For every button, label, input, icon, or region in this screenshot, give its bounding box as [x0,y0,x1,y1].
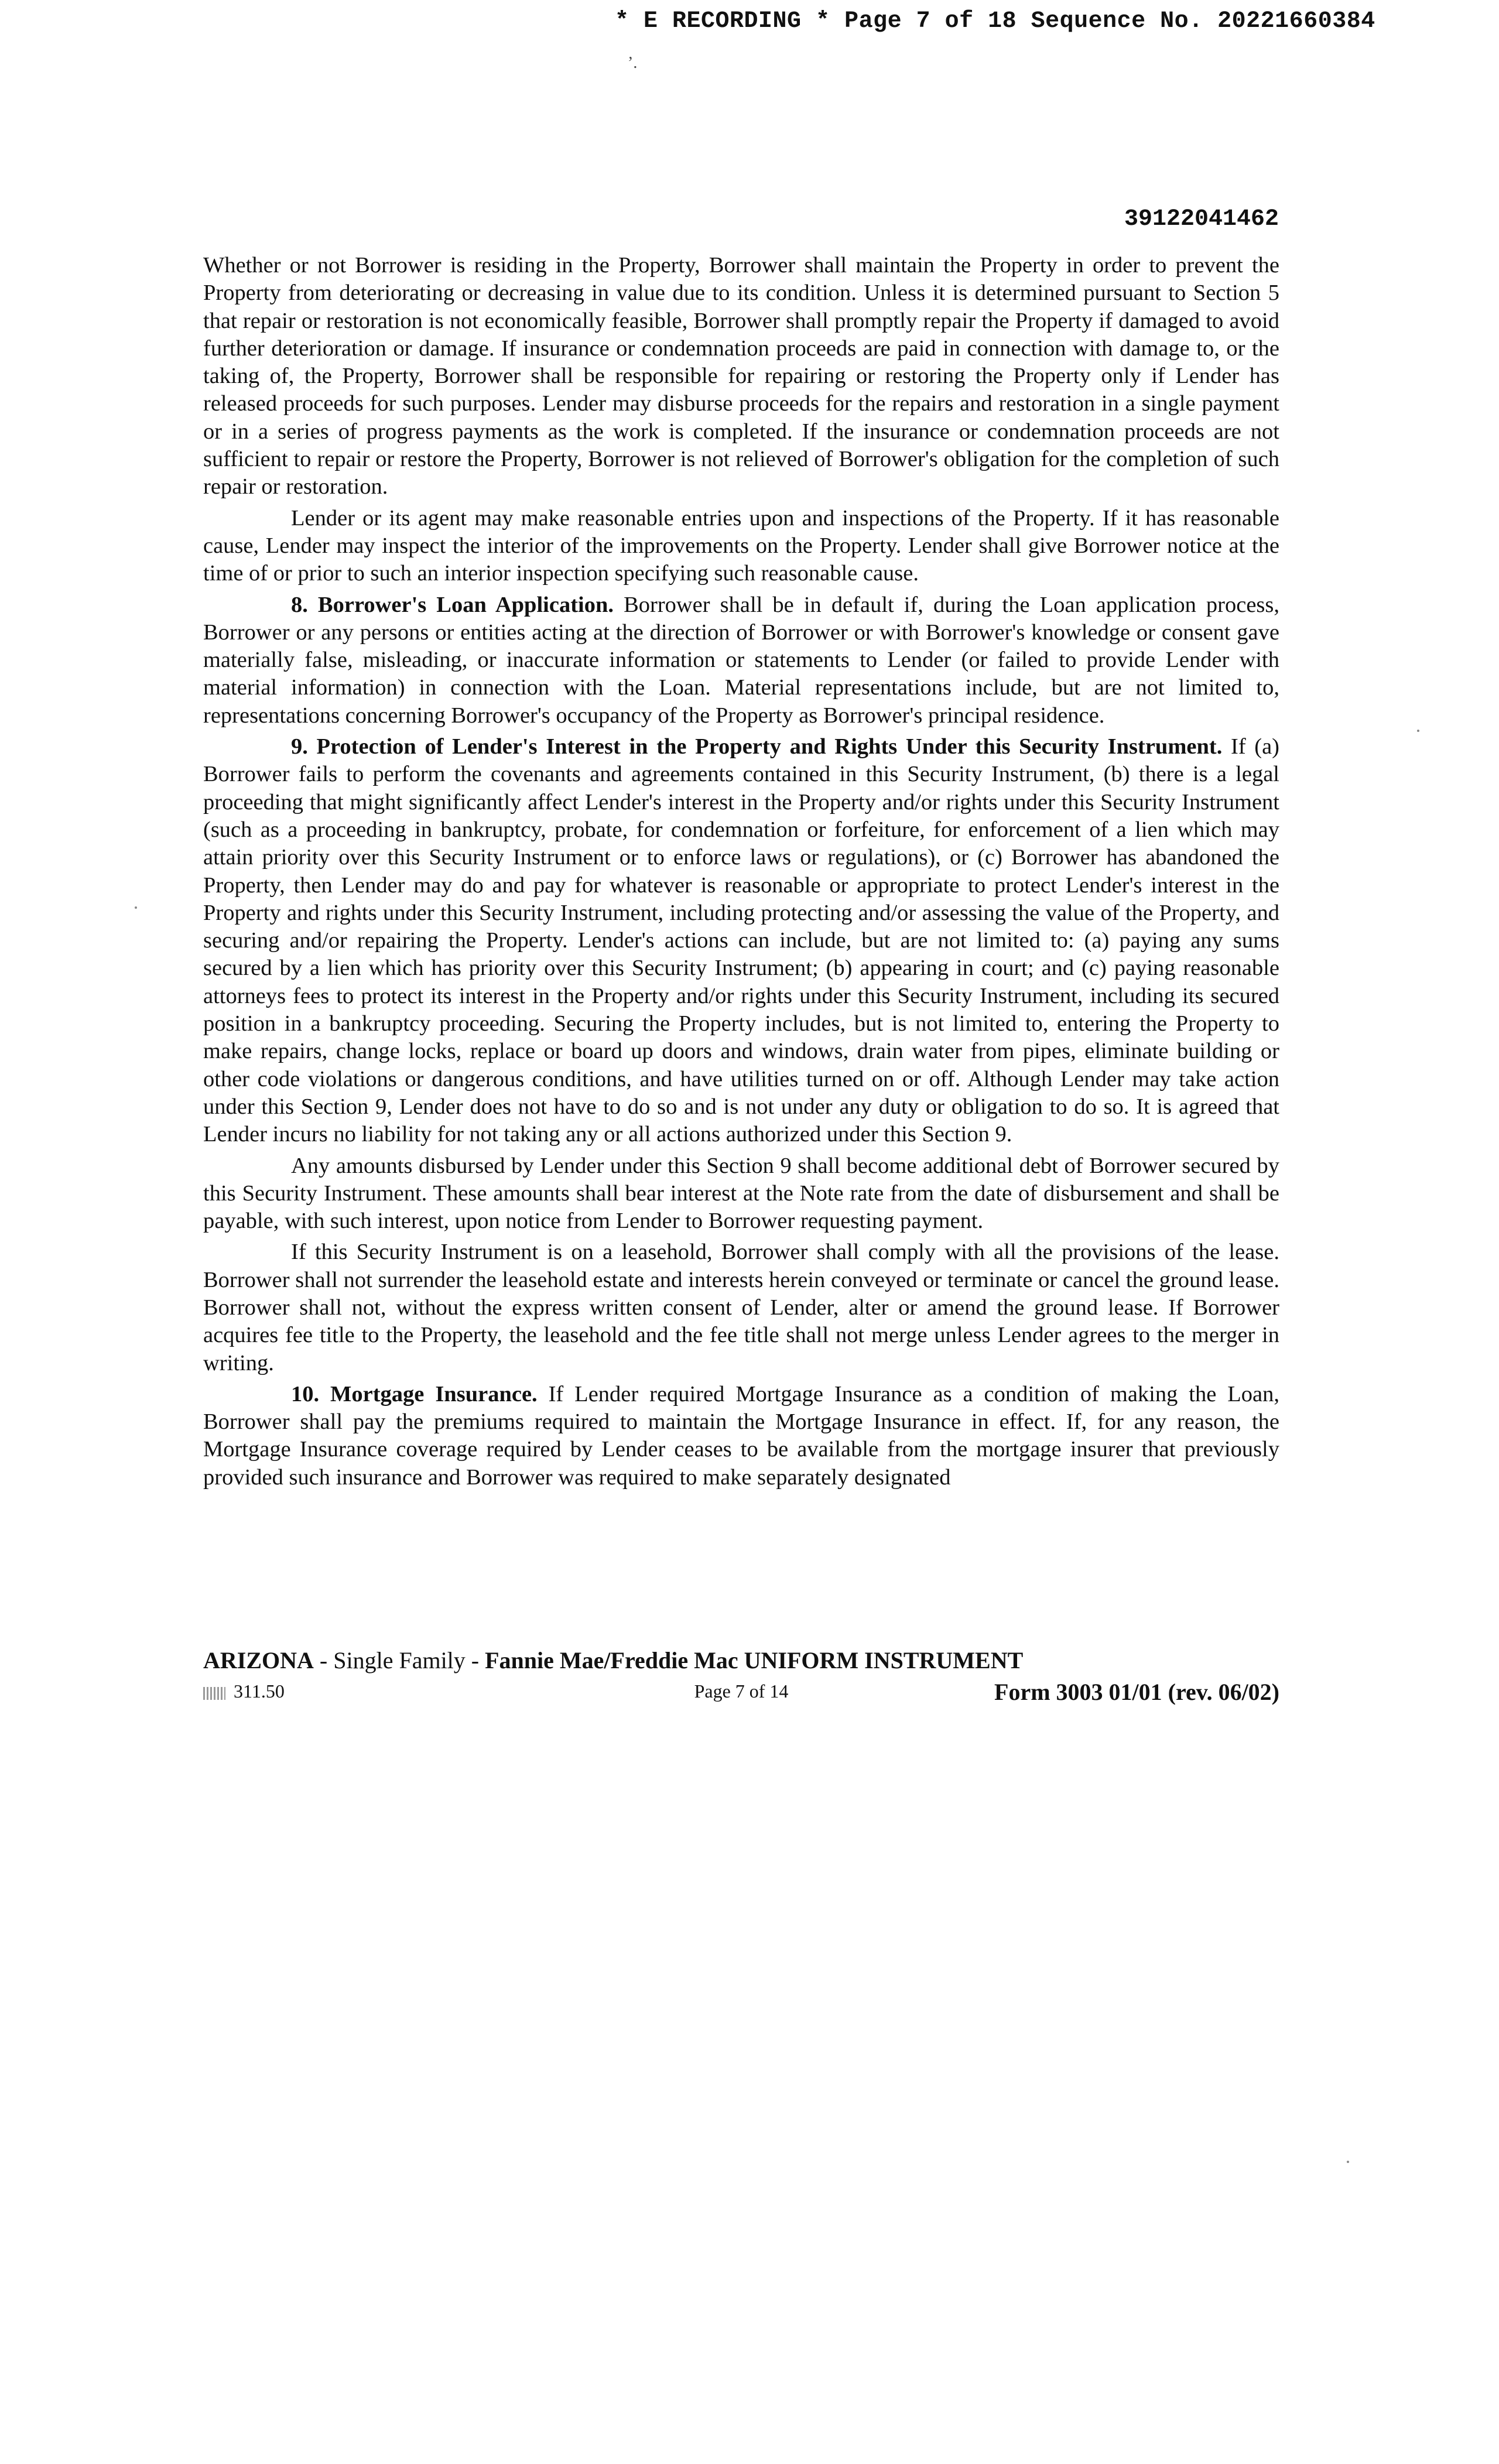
scan-mark: ’. [628,54,638,72]
scan-speck [1347,2161,1349,2163]
footer-state: ARIZONA [203,1647,314,1674]
paragraph-text: If this Security Instrument is on a leasehold, Borrower shall comply with all the provisions of the lease. Borrower shall not surrender the leasehold estate and interests herein conveyed or terminate or cancel the ground lease. Borrower shall not, without the express written consent of Lender, alter or amend the ground lease. If Borrower acquires fee title to the Property, the leasehold and the fee title shall not merge unless Lender agrees to the merger in writing. [203,1240,1279,1375]
paragraph-section-9 [203,733,1279,1148]
page-number: Page 7 of 14 [694,1681,789,1702]
loan-number: 39122041462 [1124,206,1279,232]
form-code-number: 311.50 [234,1681,285,1702]
paragraph-inspections [203,505,1279,588]
form-number: Form 3003 01/01 (rev. 06/02) [994,1679,1279,1705]
footer-row [203,1678,1279,1713]
paragraph-heading: 8. Borrower's Loan Application. [291,592,614,617]
paragraph-maintenance [203,252,1279,501]
paragraph-leasehold [203,1238,1279,1377]
scan-speck [1417,730,1419,732]
recording-header: * E RECORDING * Page 7 of 18 Sequence No. 20221660384 [615,8,1375,35]
paragraph-text: If (a) Borrower fails to perform the covenants and agreements contained in this Security Instrument, (b) there is a legal proceeding that might significantly affect Lender's interest in the Property and/or rights under this Security Instrument (such as a proceeding in bankruptcy, probate, for condemnation or forfeiture, for enforcement of a lien which may attain priority over this Security Instrument or to enforce laws or regulations), or (c) Borrower has abandoned the Property, then Lender may do and pay for whatever is reasonable or appropriate to protect Lender's interest in the Property and rights under this Security Instrument, including protecting and/or assessing the value of the Property, and securing and/or repairing the Property. Lender's actions can include, but are not limited to: (a) paying any sums secured by a lien which has priority over this Security Instrument; (b) appearing in court; and (c) paying reasonable attorneys fees to protect its interest in the Property and/or rights under this Security Instrument, including its secured position in a bankruptcy proceeding. Securing the Property includes, but is not limited to, entering the Property to make repairs, change locks, replace or board up doors and windows, drain water from pipes, eliminate building or other code violations or dangerous conditions, and have utilities turned on or off. Although Lender may take action under this Section 9, Lender does not have to do so and is not under any duty or obligation to do so. It is agreed that Lender incurs no liability for not taking any or all actions authorized under this Section 9. [203,734,1279,1147]
paragraph-section-8 [203,591,1279,730]
footer-title [203,1647,1023,1674]
paragraph-heading: 10. Mortgage Insurance. [291,1381,538,1406]
footer-title-mid: - Single Family - [313,1647,485,1674]
paragraph-section-10 [203,1381,1279,1491]
document-body [203,252,1279,1495]
paragraph-text: Whether or not Borrower is residing in the Property, Borrower shall maintain the Property in order to prevent the Property from deteriorating or decreasing in value due to its condition. Unless it is determined pursuant to Section 5 that repair or restoration is not economically feasible, Borrower shall promptly repair the Property if damaged to avoid further deterioration or damage. If insurance or condemnation proceeds are paid in connection with damage to, or the taking of, the Property, Borrower shall be responsible for repairing or restoring the Property only if Lender has released proceeds for such purposes. Lender may disburse proceeds for the repairs and restoration in a single payment or in a series of progress payments as the work is completed. If the insurance or condemnation proceeds are not sufficient to repair or restore the Property, Borrower is not relieved of Borrower's obligation for the completion of such repair or restoration. [203,253,1279,499]
scan-speck [135,906,137,909]
paragraph-text: Any amounts disbursed by Lender under this Section 9 shall become additional debt of Borrower secured by this Security Instrument. These amounts shall bear interest at the Note rate from the date of disbursement and shall be payable, with such interest, upon notice from Lender to Borrower requesting payment. [203,1153,1279,1234]
paragraph-heading: 9. Protection of Lender's Interest in the Property and Rights Under this Security Instrument. [291,734,1223,759]
paragraph-amounts-disbursed [203,1152,1279,1236]
paragraph-text: Lender or its agent may make reasonable entries upon and inspections of the Property. If it has reasonable cause, Lender may inspect the interior of the improvements on the Property. Lender shall give Borrower notice at the time of or prior to such an interior inspection specifying such reasonable cause. [203,505,1279,586]
paragraph-text: Borrower shall be in default if, during the Loan application process, Borrower or any persons or entities acting at the direction of Borrower or with Borrower's knowledge or consent gave materially false, misleading, or inaccurate information or statements to Lender (or failed to provide Lender with material information) in connection with the Loan. Material representations include, but are not limited to, representations concerning Borrower's occupancy of the Property as Borrower's principal residence. [203,592,1279,728]
paragraph-text: If Lender required Mortgage Insurance as a condition of making the Loan, Borrower shall pay the premiums required to maintain the Mortgage Insurance in effect. If, for any reason, the Mortgage Insurance coverage required by Lender ceases to be available from the mortgage insurer that previously provided such insurance and Borrower was required to make separately designated [203,1381,1279,1490]
footer-instrument: Fannie Mae/Freddie Mac UNIFORM INSTRUMENT [485,1647,1024,1674]
